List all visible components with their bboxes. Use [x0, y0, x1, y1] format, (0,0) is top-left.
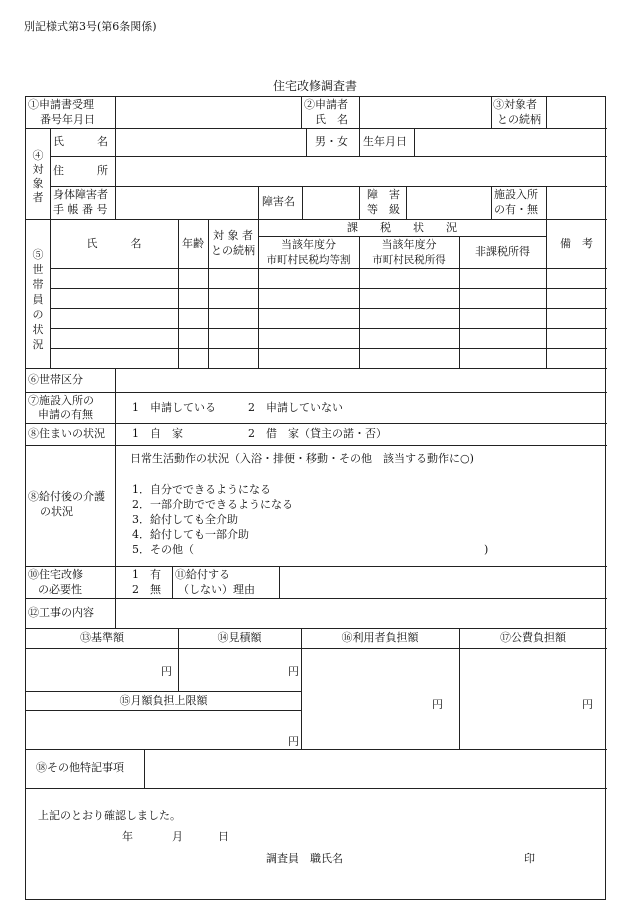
tax-status-header: 課 税 状 況 [347, 221, 457, 234]
row-line [26, 368, 607, 369]
row-line [26, 392, 607, 393]
benefit-reason-label: （しない）理由 [178, 583, 255, 596]
col-line [306, 128, 307, 156]
disability-grade-label: 障 害 [367, 188, 400, 201]
disability-cert-label: 手 帳 番 号 [53, 203, 108, 216]
facility-application-label: 申請の有無 [38, 408, 93, 421]
base-amount-header: ⑬基準額 [80, 631, 124, 644]
row-line [26, 749, 607, 750]
col-line [491, 97, 492, 128]
tax-col-equal-header: 市町村民税均等割 [266, 254, 351, 266]
gender-field: 男・女 [315, 135, 348, 148]
tax-col-income-header: 市町村民税所得 [372, 254, 446, 266]
subject-section-label: ④対象者 [32, 149, 44, 204]
col-line [546, 186, 547, 219]
col-line [301, 97, 302, 128]
row-line [50, 348, 607, 349]
tax-col-exempt-header: 非課税所得 [475, 245, 530, 258]
row-line [50, 288, 607, 289]
col-line [115, 186, 116, 219]
care-status-label: ⑧給付後の介護 [28, 490, 105, 503]
housing-option-1: 1 自 家 [132, 427, 183, 440]
row-line [26, 566, 607, 567]
row-line [26, 128, 607, 129]
row-line [258, 236, 546, 237]
work-content-label: ⑫工事の内容 [28, 606, 94, 619]
col-line [115, 566, 116, 598]
row-line [26, 598, 607, 599]
row-line [50, 268, 607, 269]
row-line [50, 156, 607, 157]
col-name-header: 氏 名 [86, 237, 142, 250]
row-line [50, 308, 607, 309]
base-amount-yen: 円 [161, 665, 172, 678]
care-intro-text: 日常生活動作の状況（入浴・排便・移動・その他 該当する動作に○) [130, 452, 474, 465]
row-line [50, 186, 607, 187]
col-line [144, 749, 145, 788]
confirm-day: 日 [218, 830, 229, 843]
applicant-label: 氏 名 [315, 113, 348, 126]
receipt-label: 番号年月日 [40, 113, 95, 126]
facility-label: 施設入所 [494, 188, 538, 201]
col-line [172, 566, 173, 598]
necessity-label: ⑩住宅改修 [28, 568, 83, 581]
necessity-label: の必要性 [38, 583, 82, 596]
necessity-option-no: 2 無 [132, 583, 161, 596]
col-line [115, 97, 116, 128]
relation-label: との続柄 [497, 113, 541, 126]
disability-grade-label: 等 級 [367, 203, 400, 216]
disability-cert-label: 身体障害者 [53, 188, 108, 201]
tax-col-equal-header: 当該年度分 [281, 238, 336, 251]
col-line [546, 97, 547, 128]
public-burden-header: ⑰公費負担額 [500, 631, 566, 644]
user-burden-header: ⑯利用者負担額 [341, 631, 419, 644]
facility-application-option-2: 2 申請していない [248, 401, 343, 414]
survey-form [25, 96, 606, 900]
col-line [279, 566, 280, 598]
row-line [26, 445, 607, 446]
care-status-label: の状況 [40, 505, 73, 518]
confirmation-text: 上記のとおり確認しました。 [38, 809, 181, 822]
estimate-amount-yen: 円 [288, 665, 299, 678]
row-line [26, 788, 607, 789]
necessity-option-yes: 1 有 [132, 568, 161, 581]
col-relation-header: 対 象 者 [213, 229, 253, 242]
estimate-amount-header: ⑭見積額 [217, 631, 262, 644]
facility-label: の有・無 [494, 203, 538, 216]
monthly-limit-yen: 円 [288, 735, 299, 748]
col-line [359, 128, 360, 156]
confirm-year: 年 [122, 830, 133, 843]
applicant-label: ②申請者 [304, 98, 348, 111]
row-line [26, 423, 607, 424]
facility-application-label: ⑦施設入所の [28, 394, 94, 407]
row-line [26, 710, 301, 711]
relation-label: ③対象者 [493, 98, 537, 111]
care-option: 1．自分でできるようになる [132, 483, 271, 496]
care-option: 5．その他（ [132, 543, 194, 556]
benefit-reason-label: ⑪給付する [175, 568, 230, 581]
user-burden-yen: 円 [432, 698, 443, 711]
col-relation-header: との続柄 [211, 244, 255, 257]
col-line [302, 186, 303, 219]
inspector-label: 調査員 職氏名 [266, 852, 343, 865]
col-line [115, 368, 116, 566]
disability-name-label: 障害名 [262, 195, 295, 208]
col-line [301, 628, 302, 749]
receipt-label: ①申請書受理 [28, 98, 94, 111]
col-line [406, 186, 407, 219]
seal-mark: 印 [524, 852, 535, 865]
care-option-close: ) [484, 543, 489, 556]
col-line [115, 156, 116, 186]
col-line [414, 128, 415, 156]
tax-col-income-header: 当該年度分 [381, 238, 437, 251]
monthly-limit-header: ⑮月額負担上限額 [119, 694, 208, 707]
public-burden-yen: 円 [582, 698, 593, 711]
col-line [115, 128, 116, 156]
row-line [26, 691, 301, 692]
household-type-label: ⑥世帯区分 [28, 373, 83, 386]
form-number-note: 別記様式第3号(第6条関係) [24, 20, 157, 33]
document-title: 住宅改修調査書 [272, 79, 357, 93]
col-line [359, 97, 360, 128]
col-line [115, 598, 116, 628]
address-label: 住 所 [53, 164, 108, 177]
row-line [26, 648, 607, 649]
col-line [359, 186, 360, 219]
row-line [26, 219, 607, 220]
housing-label: ⑧住まいの状況 [28, 427, 105, 440]
housing-option-2: 2 借 家（貸主の諾・否） [248, 427, 387, 440]
facility-application-option-1: 1 申請している [132, 401, 216, 414]
col-line [258, 186, 259, 219]
col-age-header: 年齢 [182, 237, 204, 250]
household-section-label: ⑤世帯員の状況 [32, 248, 44, 351]
row-line [50, 328, 607, 329]
col-remarks-header: 備 考 [560, 237, 593, 250]
col-line [459, 628, 460, 749]
care-option: 3．給付しても全介助 [132, 513, 238, 526]
row-line [26, 628, 607, 629]
confirm-month: 月 [172, 830, 183, 843]
special-notes-label: ⑱その他特記事項 [36, 761, 124, 774]
col-line [491, 186, 492, 219]
name-label: 氏 名 [53, 135, 108, 148]
care-option: 2．一部介助でできるようになる [132, 498, 293, 511]
birthdate-label: 生年月日 [363, 135, 407, 148]
care-option: 4．給付しても一部介助 [132, 528, 249, 541]
